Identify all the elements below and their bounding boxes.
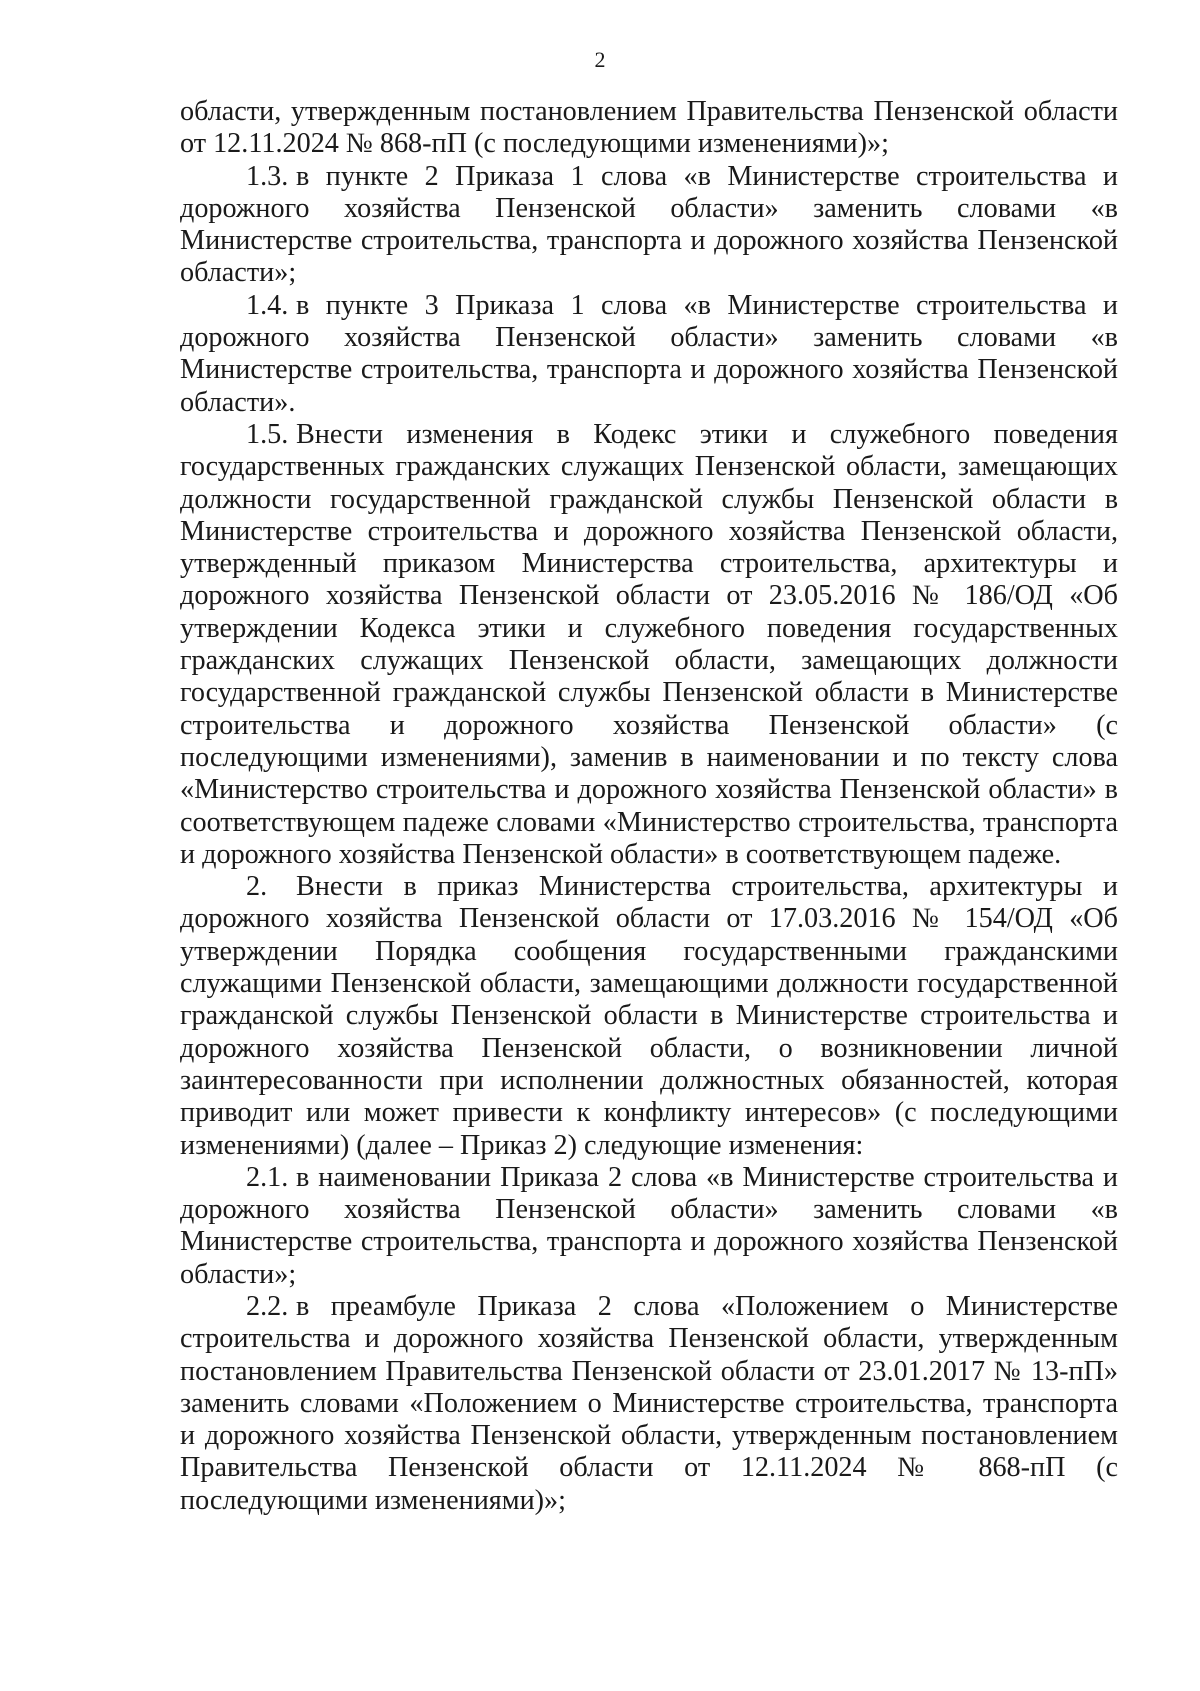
paragraph-text: в наименовании Приказа 2 слова «в Министерстве строительства и дорожного хозяйства Пензенской области» заменить словами «в Министерстве строительства, транспорта и дорожного хозяйства Пензенской области»; <box>180 1161 1118 1290</box>
paragraph-text: в пункте 3 Приказа 1 слова «в Министерстве строительства и дорожного хозяйства Пензенской области» заменить словами «в Министерстве строительства, транспорта и дорожного хозяйства Пензенской области». <box>180 289 1118 418</box>
paragraph-2 <box>180 871 1118 1162</box>
paragraph-number: 1.4. <box>246 289 289 321</box>
paragraph-text: Внести изменения в Кодекс этики и служебного поведения государственных гражданских служащих Пензенской области, замещающих должности государственной гражданской службы Пензенской области в Министерстве строительства и дорожного хозяйства Пензенской области, утвержденный приказом Министерства строительства, архитектуры и дорожного хозяйства Пензенской области от 23.05.2016 № 186/ОД «Об утверждении Кодекса этики и служебного поведения государственных гражданских служащих Пензенской области, замещающих должности государственной гражданской службы Пензенской области в Министерстве строительства и дорожного хозяйства Пензенской области» (с последующими изменениями), заменив в наименовании и по тексту слова «Министерство строительства и дорожного хозяйства Пензенской области» в соответствующем падеже словами «Министерство строительства, транспорта и дорожного хозяйства Пензенской области» в соответствующем падеже. <box>180 418 1118 870</box>
paragraph-continuation <box>180 96 1118 161</box>
paragraph-1-5 <box>180 419 1118 871</box>
paragraph-number: 2. <box>246 871 268 903</box>
paragraph-number: 2.1. <box>246 1161 289 1193</box>
paragraph-text: Внести в приказ Министерства строительства, архитектуры и дорожного хозяйства Пензенской области от 17.03.2016 № 154/ОД «Об утверждении Порядка сообщения государственными гражданскими служащими Пензенской области, замещающими должности государственной гражданской службы Пензенской области в Министерстве строительства и дорожного хозяйства Пензенской области, о возникновении личной заинтересованности при исполнении должностных обязанностей, которая приводит или может привести к конфликту интересов» (с последующими изменениями) (далее – Приказ 2) следующие изменения: <box>180 871 1118 1161</box>
page-number: 2 <box>594 47 606 72</box>
paragraph-number: 1.5. <box>246 418 289 450</box>
paragraph-1-4 <box>180 290 1118 419</box>
paragraph-1-3 <box>180 161 1118 290</box>
paragraph-number: 2.2. <box>246 1290 289 1322</box>
paragraph-number: 1.3. <box>246 160 289 192</box>
paragraph-2-2 <box>180 1291 1118 1517</box>
paragraph-text: в преамбуле Приказа 2 слова «Положением о Министерстве строительства и дорожного хозяйства Пензенской области, утвержденным постановлением Правительства Пензенской области от 23.01.2017 № 13-пП» заменить словами «Положением о Министерстве строительства, транспорта и дорожного хозяйства Пензенской области, утвержденным постановлением Правительства Пензенской области от 12.11.2024 № 868-пП (с последующими изменениями)»; <box>180 1290 1118 1516</box>
paragraph-text: области, утвержденным постановлением Правительства Пензенской области от 12.11.2024 № 868-пП (с последующими изменениями)»; <box>180 96 1118 160</box>
document-body <box>180 96 1118 1517</box>
paragraph-text: в пункте 2 Приказа 1 слова «в Министерстве строительства и дорожного хозяйства Пензенской области» заменить словами «в Министерстве строительства, транспорта и дорожного хозяйства Пензенской области»; <box>180 160 1118 289</box>
paragraph-2-1 <box>180 1162 1118 1291</box>
